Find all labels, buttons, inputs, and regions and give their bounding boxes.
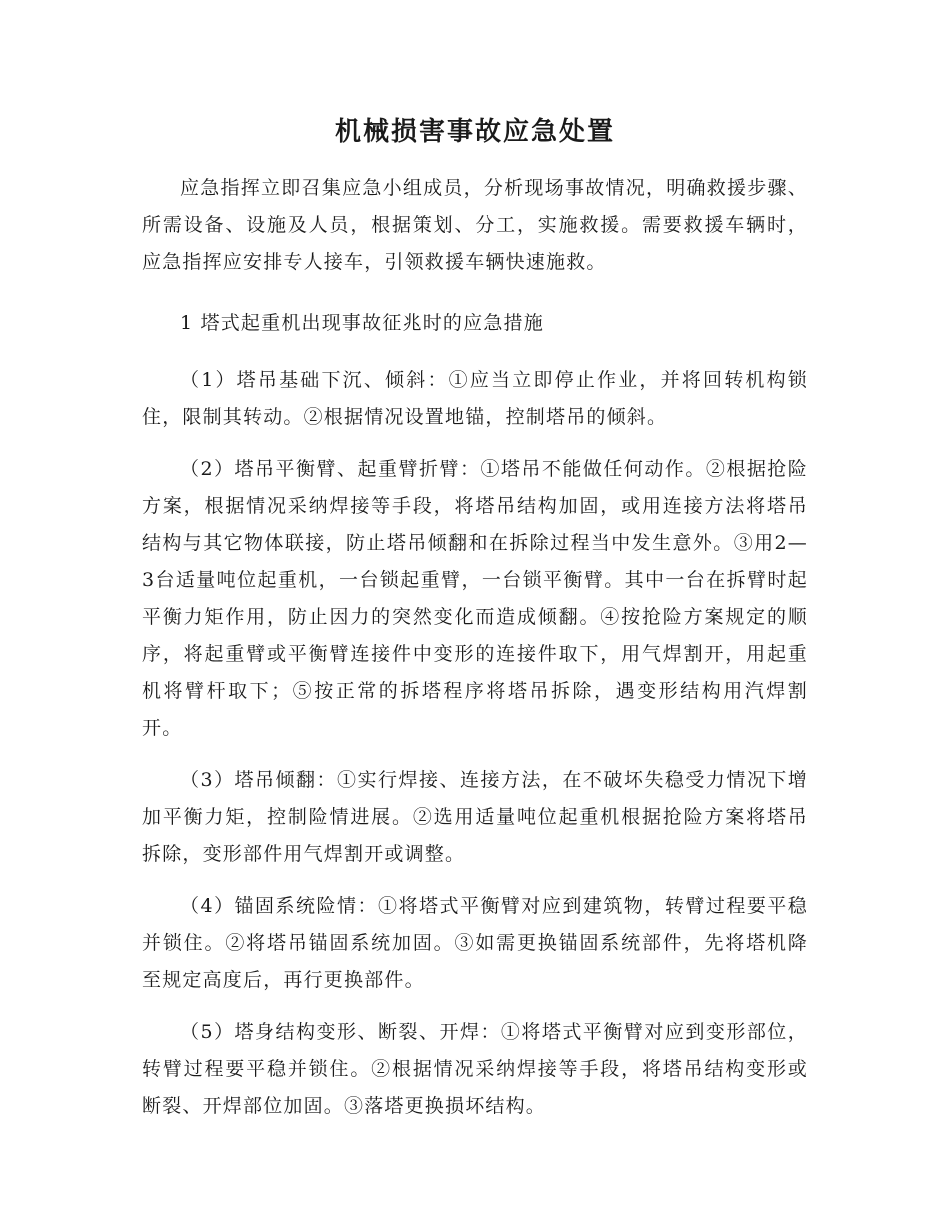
paragraph-item-3: （3）塔吊倾翻：①实行焊接、连接方法，在不破坏失稳受力情况下增加平衡力矩，控制险情进展。②选用适量吨位起重机根据抢险方案将塔吊拆除，变形部件用气焊割开或调整。: [142, 769, 808, 865]
paragraph-item-2: （2）塔吊平衡臂、起重臂折臂：①塔吊不能做任何动作。②根据抢险方案，根据情况采纳焊接等手段，将塔吊结构加固，或用连接方法将塔吊结构与其它物体联接，防止塔吊倾翻和在拆除过程当中发生意外。③用2—3台适量吨位起重机，一台锁起重臂，一台锁平衡臂。其中一台在拆臂时起平衡力矩作用，防止因力的突然变化而造成倾翻。④按抢险方案规定的顺序，将起重臂或平衡臂连接件中变形的连接件取下，用气焊割开，用起重机将臂杆取下；⑤按正常的拆塔程序将塔吊拆除，遇变形结构用汽焊割开。: [142, 458, 808, 739]
paragraph-item-4: （4）锚固系统险情：①将塔式平衡臂对应到建筑物，转臂过程要平稳并锁住。②将塔吊锚固系统加固。③如需更换锚固系统部件，先将塔机降至规定高度后，再行更换部件。: [142, 895, 808, 991]
page-title: 机械损害事故应急处置: [334, 117, 615, 147]
section-heading: 1 塔式起重机出现事故征兆时的应急措施: [180, 312, 544, 334]
intro-paragraph: 应急指挥立即召集应急小组成员，分析现场事故情况，明确救援步骤、所需设备、设施及人员，根据策划、分工，实施救援。需要救援车辆时，应急指挥应安排专人接车，引领救援车辆快速施救。: [142, 177, 808, 273]
paragraph-item-1: （1）塔吊基础下沉、倾斜：①应当立即停止作业，并将回转机构锁住，限制其转动。②根据情况设置地锚，控制塔吊的倾斜。: [142, 369, 808, 428]
paragraph-item-5: （5）塔身结构变形、断裂、开焊：①将塔式平衡臂对应到变形部位，转臂过程要平稳并锁住。②根据情况采纳焊接等手段，将塔吊结构变形或断裂、开焊部位加固。③落塔更换损坏结构。: [142, 1021, 808, 1117]
